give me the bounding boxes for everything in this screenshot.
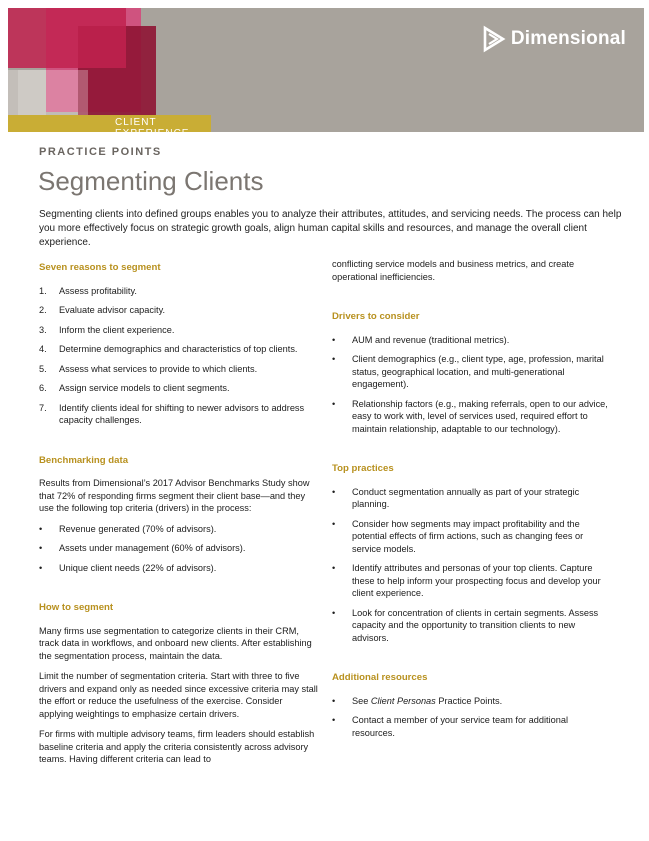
list-item: • Identify attributes and personas of your top clients. Capture these to help inform your prospecting focus and develop your client experience.	[332, 563, 601, 598]
benchmarking-paragraph: Results from Dimensional’s 2017 Advisor Benchmarks Study show that 72% of responding firms segment their client base—and they use the following top criteria (drivers) in the process:	[39, 478, 310, 513]
left-column	[39, 258, 319, 774]
list-item: 3. Inform the client experience.	[39, 324, 175, 335]
decorative-square-light	[8, 70, 46, 115]
list-item: 2. Evaluate advisor capacity.	[39, 305, 166, 315]
continued-paragraph: conflicting service models and business metrics, and create operational inefficiencies.	[332, 259, 575, 282]
seven-reasons-heading: Seven reasons to segment	[39, 262, 161, 273]
list-item: 5. Assess what services to provide to which clients.	[39, 363, 258, 374]
list-item: • Client demographics (e.g., client type, age, profession, marital status, geographical location, and multi-generational engagement).	[332, 354, 604, 389]
seven-reasons-list	[39, 285, 319, 427]
section-label-bar	[8, 115, 211, 139]
top-practices-list	[332, 486, 612, 645]
list-item: • Revenue generated (70% of advisors).	[39, 523, 217, 534]
dimensional-logo	[483, 26, 626, 52]
client-personas-link: Client Personas	[370, 695, 436, 706]
header-banner	[8, 8, 644, 139]
list-item: • Conduct segmentation annually as part of your strategic planning.	[332, 486, 580, 509]
dimensional-logo-icon	[483, 26, 507, 52]
list-item: 4. Determine demographics and characteristics of top clients.	[39, 344, 298, 354]
drivers-heading: Drivers to consider	[332, 311, 420, 322]
eyebrow: PRACTICE POINTS	[39, 146, 162, 158]
how-paragraph-1: Many firms use segmentation to categorize clients in their CRM, track data in workflows, and onboard new clients. After establishing the segmentation process, maintain the data.	[39, 625, 312, 661]
section-label: CLIENT EXPERIENCE	[115, 117, 190, 139]
page-title: Segmenting Clients	[38, 166, 264, 196]
list-item: 7. Identify clients ideal for shifting to newer advisors to address capacity challenges.	[39, 402, 305, 425]
benchmarking-list	[39, 523, 319, 575]
list-item: • Contact a member of your service team for additional resources.	[332, 715, 569, 738]
list-item: • See Client Personas Practice Points.	[332, 695, 503, 706]
list-item: • Unique client needs (22% of advisors).	[39, 562, 217, 573]
list-item: • Look for concentration of clients in certain segments. Assess capacity and the opportunity to transition clients to new advisors.	[332, 607, 599, 643]
right-column	[332, 258, 612, 747]
list-item: • Assets under management (60% of advisors).	[39, 543, 246, 553]
benchmarking-heading: Benchmarking data	[39, 454, 129, 466]
intro-paragraph: Segmenting clients into defined groups enables you to analyze their attributes, attitudes, and servicing needs. The process can help you more effectively focus on strategic growth goals, align human capital skills and resources, and manage the overall client experience.	[39, 209, 622, 248]
decorative-square-magenta	[8, 8, 126, 68]
how-paragraph-2: Limit the number of segmentation criteria. Start with three to five drivers and expand only as needed since excessive criteria may stall the effort or reduce the usefulness of the exercise. Consider applying weightings to emphasize certain drivers.	[39, 671, 318, 719]
list-item: • Consider how segments may impact profitability and the potential effects of firm actions, such as changing fees or service models.	[332, 518, 584, 554]
how-paragraph-3: For firms with multiple advisory teams, firm leaders should establish baseline criteria and apply the criteria consistently across advisory teams. Having different criteria can lead to	[39, 729, 315, 764]
drivers-list	[332, 334, 612, 436]
list-item: 6. Assign service models to client segments.	[39, 383, 230, 393]
how-to-segment-heading: How to segment	[39, 602, 114, 613]
resources-list	[332, 695, 612, 740]
top-practices-heading: Top practices	[332, 463, 394, 474]
additional-resources-heading: Additional resources	[332, 672, 428, 683]
list-item: • AUM and revenue (traditional metrics).	[332, 334, 510, 345]
logo-text: Dimensional	[510, 28, 626, 49]
list-item: • Relationship factors (e.g., making referrals, open to our advice, easy to work with, level of services used, required effort to maintain relationship, adaptable to our technology).	[332, 398, 608, 434]
list-item: 1. Assess profitability.	[39, 285, 137, 296]
